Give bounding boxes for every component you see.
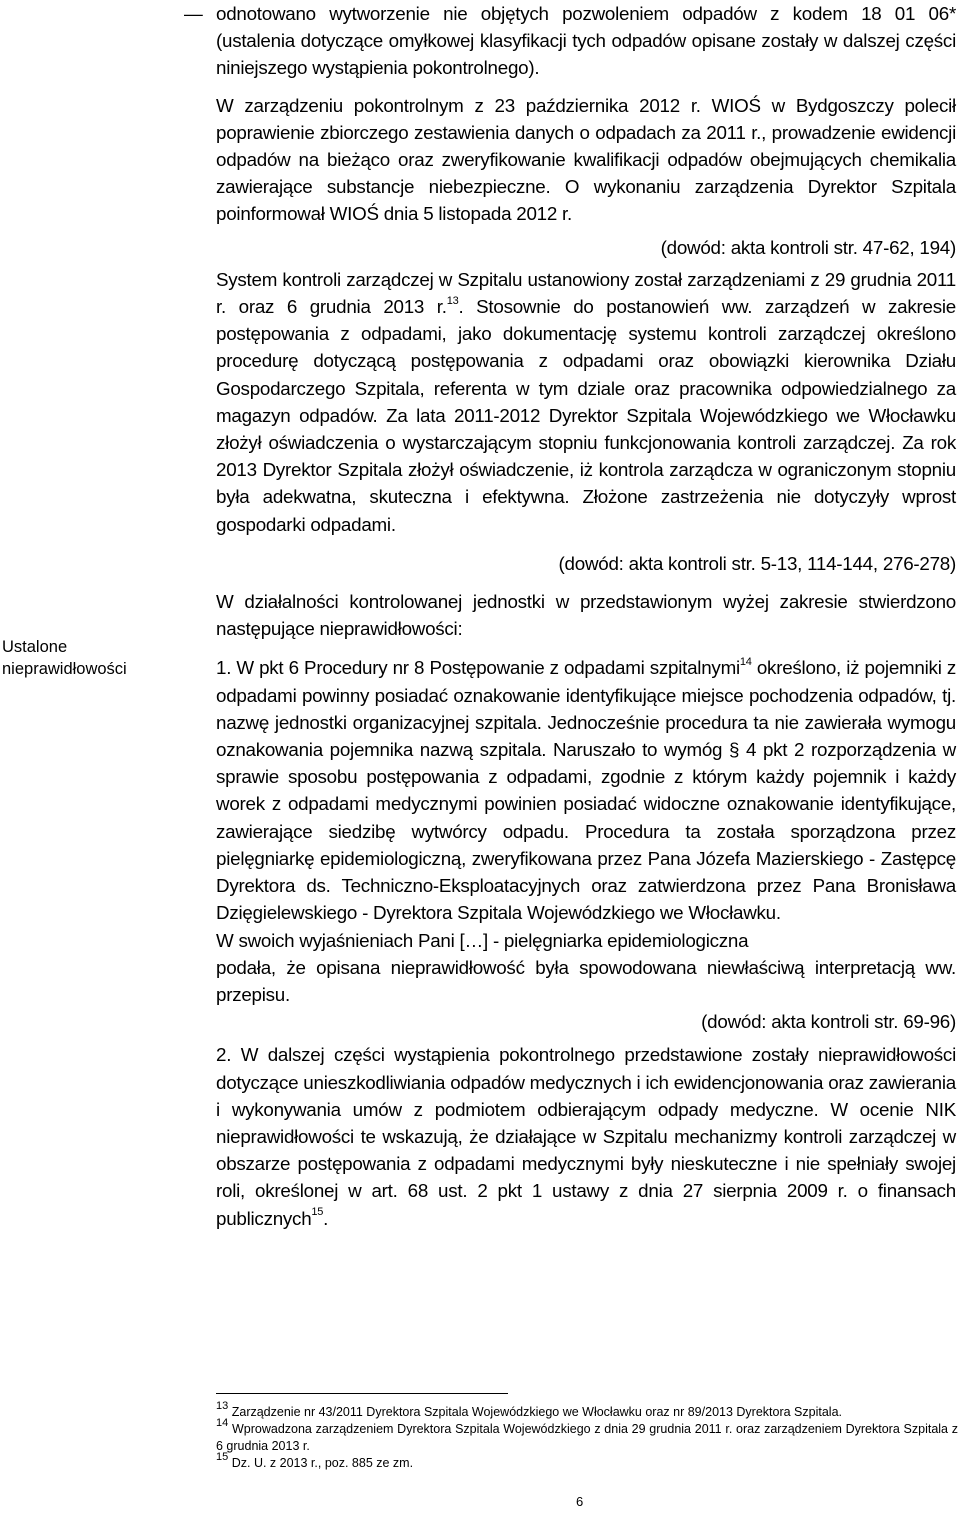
footnote-text: Dz. U. z 2013 r., poz. 885 ze zm. (231, 1456, 414, 1470)
footnote (216, 1450, 958, 1472)
paragraph: W zarządzeniu pokontrolnym z 23 października 2012 r. WIOŚ w Bydgoszczy polecił poprawienie zbiorczego zestawienia danych o odpadach za 2011 r., prowadzenie ewidencji odpadów na bieżąco oraz zweryfikowanie kwalifikacji odpadów obejmujących chemikalia zawierające substancje niebezpieczne. O wykonaniu zarządzenia Dyrektor Szpitala poinformował WIOŚ dnia 5 listopada 2012 r. (216, 94, 956, 225)
paragraph-text: określono, iż pojemniki z odpadami powinny posiadać oznakowanie identyfikujące miejsce pochodzenia odpadów, tj. nazwę jednostki organizacyjnej szpitala. Jednocześnie procedura ta nie zawierała wymogu oznakowania pojemnika nazwą szpitala. Naruszało to wymóg § 4 pkt 2 rozporządzenia w sprawie sposobu postępowania z odpadami, zgodnie z którym każdy pojemnik i każdy worek z odpadami medycznymi powinien posiadać widoczne oznakowanie identyfikujące, zawierające siedzibę wytwórcy odpadu. Procedura ta została sporządzona przez pielęgniarkę epidemiologiczną, zweryfikowana przez Pana Józefa Mazierskiego - Zastępcę Dyrektora ds. Techniczno-Eksploatacyjnych oraz zatwierdzona przez Pana Bronisława Dzięgielewskiego - Dyrektora Szpitala Wojewódzkiego we Włocławku. (216, 657, 956, 924)
paragraph: W swoich wyjaśnieniach Pani […] - pielęgniarka epidemiologiczna (216, 929, 749, 951)
page-number: 6 (576, 1494, 584, 1509)
paragraph-text: 2. W dalszej części wystąpienia pokontrolnego przedstawione zostały nieprawidłowości dotyczące unieszkodliwiania odpadów medycznych i ich ewidencjonowania oraz zawierania i wykonywania umów z podmiotem odbierającym odpady medyczne. W ocenie NIK nieprawidłowości te wskazują, że działające w Szpitalu mechanizmy kontroli zarządczej w obszarze postępowania z odpadami medycznymi były nieskuteczne i nie spełniały swojej roli, określonej w art. 68 ust. 2 pkt 1 ustawy z dnia 27 sierpnia 2009 r. o finansach publicznych (216, 1044, 956, 1229)
evidence-reference: (dowód: akta kontroli str. 47-62, 194) (660, 236, 956, 258)
numbered-item (216, 654, 956, 926)
footnote-number: 15 (216, 1450, 229, 1463)
numbered-item (216, 1041, 956, 1231)
paragraph-text: . Stosownie do postanowień ww. zarządzeń w zakresie postępowania z odpadami, jako dokumentację systemu kontroli zarządczej określono procedurę dotyczącą postępowania z odpadami oraz obowiązki kierownika Działu Gospodarczego Szpitala, referenta w tym dziale oraz pracownika odpowiedzialnego za magazyn odpadów. Za lata 2011-2012 Dyrektor Szpitala Wojewódzkiego we Włocławku złożył oświadczenia o wystarczającym stopniu funkcjonowania kontroli zarządczej. Za rok 2013 Dyrektor Szpitala złożył oświadczenie, iż kontrola zarządcza w ograniczonym stopniu była adekwatna, skuteczna i efektywna. Złożone zastrzeżenia nie dotyczyły wprost gospodarki odpadami. (216, 296, 956, 535)
evidence-reference: (dowód: akta kontroli str. 5-13, 114-144, 276-278) (558, 552, 956, 574)
paragraph: W działalności kontrolowanej jednostki w przedstawionym wyżej zakresie stwierdzono następujące nieprawidłowości: (216, 591, 956, 640)
footnote-marker: 13 (446, 294, 459, 307)
margin-note: Ustalone nieprawidłowości (2, 638, 127, 678)
paragraph (216, 266, 956, 538)
evidence-reference: (dowód: akta kontroli str. 69-96) (701, 1011, 956, 1033)
footnote-marker: 14 (739, 656, 752, 669)
dash-bullet: — (184, 3, 203, 24)
body-text (184, 0, 956, 1232)
paragraph: podała, że opisana nieprawidłowość była spowodowana niewłaściwą interpretacją ww. przepisu. (216, 956, 956, 1005)
footnote (216, 1416, 958, 1455)
paragraph-text: . (323, 1207, 329, 1229)
footnote-text: Wprowadzona zarządzeniem Dyrektora Szpitala Wojewódzkiego z dnia 29 grudnia 2011 r. oraz zarządzeniem Dyrektora Szpitala z 6 grudnia 2013 r. (216, 1422, 958, 1453)
footnote-number: 14 (216, 1416, 229, 1429)
dash-list-item (184, 0, 956, 82)
paragraph-text: System kontroli zarządczej w Szpitalu ustanowiony został zarządzeniami z 29 grudnia 2011 r. oraz 6 grudnia 2013 r. (216, 268, 956, 318)
footnote (216, 1399, 958, 1421)
footnote-text: Zarządzenie nr 43/2011 Dyrektora Szpitala Wojewódzkiego we Włocławku oraz nr 89/2013 Dyrektora Szpitala. (231, 1405, 842, 1419)
footnote-separator (216, 1393, 508, 1394)
footnote-marker: 15 (311, 1206, 324, 1219)
paragraph-text: 1. W pkt 6 Procedury nr 8 Postępowanie z odpadami szpitalnymi (216, 657, 740, 679)
paragraph-text: odnotowano wytworzenie nie objętych pozwoleniem odpadów z kodem 18 01 06* (ustalenia dotyczące omyłkowej klasyfikacji tych odpadów opisane zostały w dalszej części niniejszego wystąpienia pokontrolnego). (216, 3, 956, 79)
footnotes (216, 1399, 958, 1472)
footnote-number: 13 (216, 1399, 229, 1412)
